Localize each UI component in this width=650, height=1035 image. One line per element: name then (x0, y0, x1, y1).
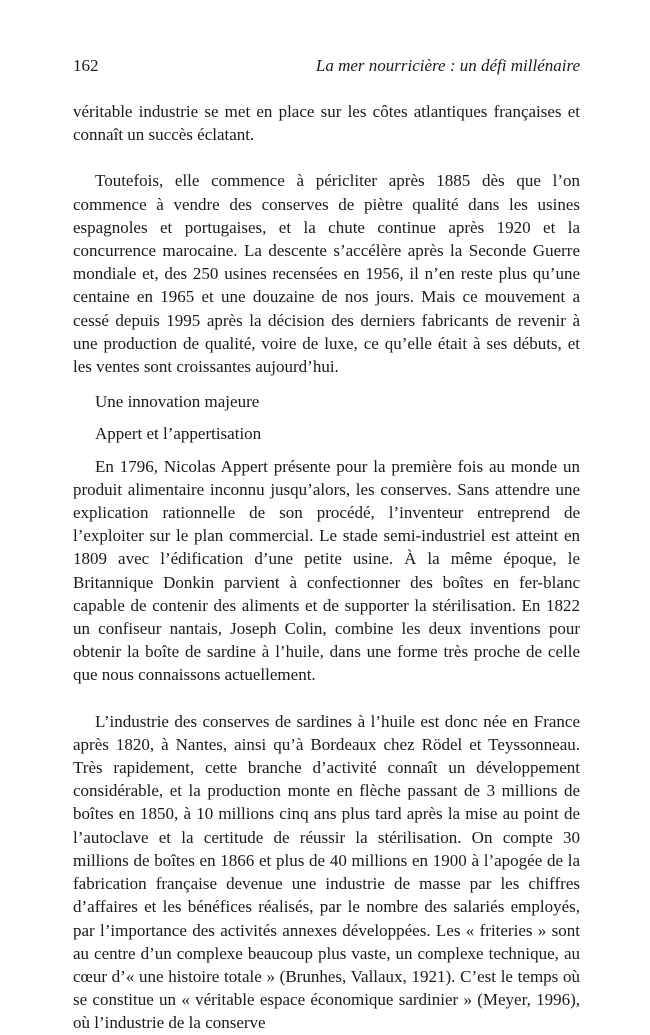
paragraph-appert: En 1796, Nicolas Appert présente pour la première fois au monde un produit alimentaire inconnu jusqu’alors, les conserves. Sans attendre une explication rationnelle de son procédé, l’inventeur entreprend de l’exploiter sur le plan commercial. Le stade semi-industriel est atteint en 1809 avec l’édification d’une petite usine. À la même époque, le Britannique Donkin parvient à confectionner des boîtes en fer-blanc capable de contenir des aliments et de supporter la stérilisation. En 1822 un confiseur nantais, Joseph Colin, combine les deux inventions pour obtenir la boîte de sardine à l’huile, dans une forme très proche de celle que nous connaissons actuellement. (73, 456, 580, 685)
running-title: La mer nourricière : un défi millénaire (315, 56, 580, 75)
running-header (73, 56, 580, 76)
subsection-heading: Appert et l’appertisation (95, 424, 262, 444)
book-page (73, 56, 580, 1035)
paragraph-decline: Toutefois, elle commence à péricliter après 1885 dès que l’on commence à vendre des conserves de piètre qualité dans les usines espagnoles et portugaises, et la chute continue après 1920 et la concurrence marocaine. La descente s’accélère après la Seconde Guerre mondiale et, des 250 usines recensées en 1956, il n’en reste plus qu’une centaine en 1965 et une douzaine de nos jours. Mais ce mouvement a cessé depuis 1995 après la décision des derniers fabricants de revenir à une production de qualité, voire de luxe, ce qu’elle était à ses débuts, et les ventes sont croissantes aujourd’hui. (73, 171, 580, 377)
page-number: 162 (73, 56, 99, 75)
paragraph-continuation: véritable industrie se met en place sur les côtes atlantiques françaises et connaît un succès éclatant. (73, 102, 580, 145)
paragraph-industry: L’industrie des conserves de sardines à l’huile est donc née en France après 1820, à Nantes, ainsi qu’à Bordeaux chez Rödel et Teyssonneau. Très rapidement, cette branche d’activité connaît un développement considérable, et la production monte en flèche passant de 3 millions de boîtes en 1850, à 10 millions cinq ans plus tard après la mise au point de l’autoclave et la certitude de réussir la stérilisation. On compte 30 millions de boîtes en 1866 et plus de 40 millions en 1900 à l’apogée de la fabrication française devenue une industrie de masse par les chiffres d’affaires et les bénéfices réalisés, par le nombre des salariés employés, par l’importance des activités annexes développées. Les « friteries » sont au centre d’un complexe beaucoup plus vaste, un complexe technique, au cœur d’« une histoire totale » (Brunhes, Vallaux, 1921). C’est le temps où se constitue un « véritable espace économique sardinier » (Meyer, 1996), où l’industrie de la conserve (73, 711, 580, 1033)
section-heading: Une innovation majeure (95, 392, 260, 412)
